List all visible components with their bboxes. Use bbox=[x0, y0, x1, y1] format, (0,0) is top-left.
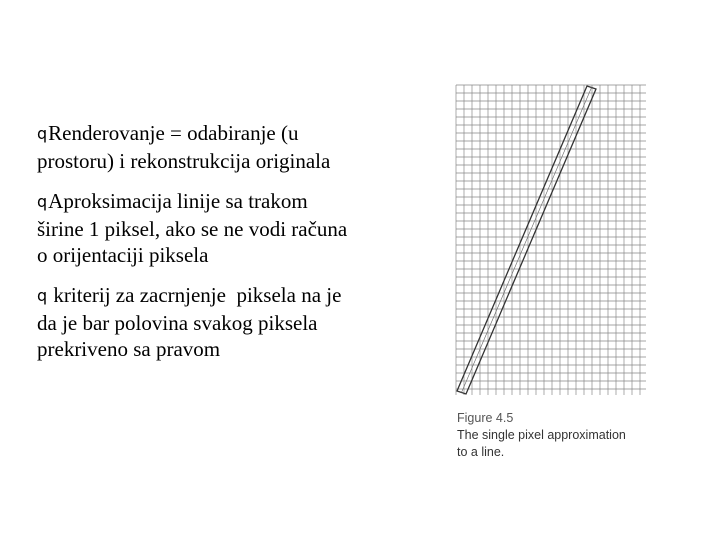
bullet-item bbox=[37, 120, 437, 174]
bullet-text: kriterij za zacrnjenje piksela na je bbox=[48, 283, 342, 307]
line-band bbox=[457, 86, 596, 394]
figure-label: Figure 4.5 bbox=[457, 411, 514, 425]
checkbox-bullet-icon: q bbox=[37, 124, 48, 143]
caption-line: The single pixel approximation bbox=[457, 428, 626, 442]
bullet-text: Renderovanje = odabiranje (u bbox=[48, 121, 299, 145]
bullet-text: da je bar polovina svakog piksela bbox=[37, 311, 318, 335]
checkbox-bullet-icon: q bbox=[37, 286, 48, 305]
bullet-list bbox=[37, 120, 437, 376]
bullet-text: prekriveno sa pravom bbox=[37, 337, 221, 361]
bullet-item bbox=[37, 282, 437, 362]
figure-caption bbox=[457, 410, 626, 461]
bullet-text: Aproksimacija linije sa trakom bbox=[48, 189, 308, 213]
pixel-grid-image bbox=[454, 83, 649, 403]
bullet-text: širine 1 piksel, ako se ne vodi računa bbox=[37, 217, 348, 241]
caption-line: to a line. bbox=[457, 445, 505, 459]
bullet-text: o orijentaciji piksela bbox=[37, 243, 209, 267]
checkbox-bullet-icon: q bbox=[37, 192, 48, 211]
bullet-item bbox=[37, 188, 437, 268]
bullet-text: prostoru) i rekonstrukcija originala bbox=[37, 149, 331, 173]
figure bbox=[454, 83, 649, 463]
